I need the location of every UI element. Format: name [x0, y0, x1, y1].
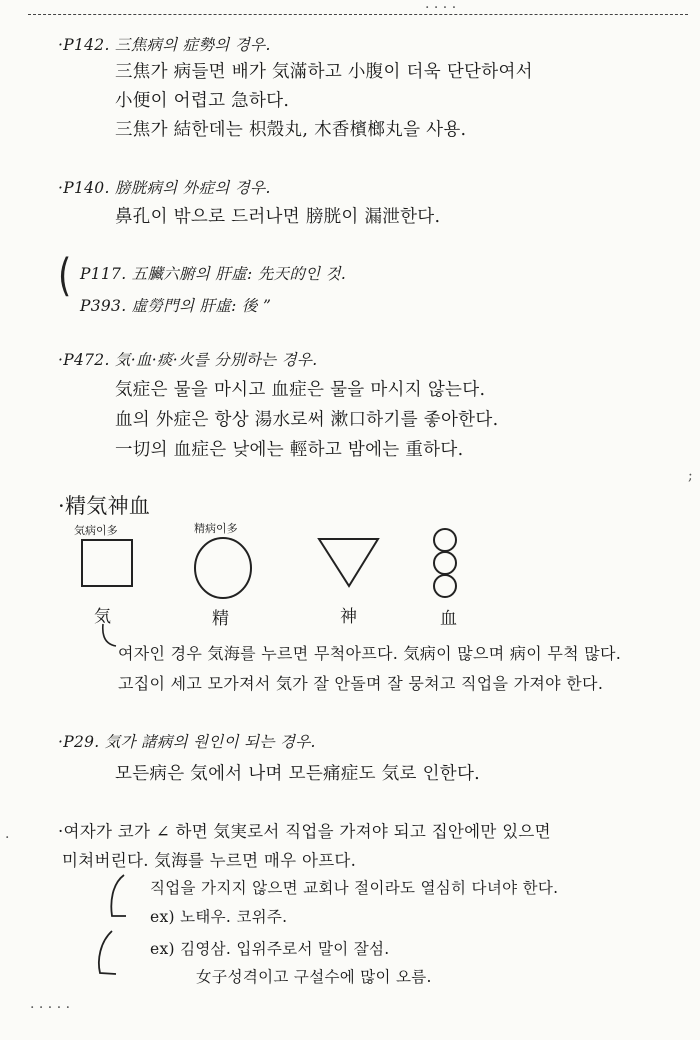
section-6-heading: ·P29. 気가 諸病의 원인이 되는 경우.	[58, 733, 316, 751]
stacked-circles-icon	[428, 526, 464, 602]
section-4-line-2: 血의 外症은 항상 湯水로써 漱口하기를 좋아한다.	[115, 410, 499, 430]
section-1-heading: ·P142. 三焦病의 症勢의 경우.	[58, 36, 271, 54]
circle-shape-icon	[193, 536, 255, 602]
section-7-note-1: 직업을 가지지 않으면 교회나 절이라도 열심히 다녀야 한다.	[150, 879, 559, 897]
figure-qi-top-label: 気病이多	[74, 524, 118, 537]
section-7-note-2: ex) 노태우. 코위주.	[150, 908, 288, 926]
square-shape-icon	[80, 538, 136, 594]
figure-shen-name: 神	[340, 607, 357, 627]
scan-speck: · · · · ·	[30, 1000, 71, 1016]
section-1-line-1: 三焦가 病들면 배가 気滿하고 小腹이 더욱 단단하여서	[115, 62, 533, 82]
section-7-note-4: 女子성격이고 구설수에 많이 오름.	[196, 968, 432, 986]
section-5-line-1: 여자인 경우 気海를 누르면 무척아프다. 気病이 많으며 病이 무척 많다.	[118, 644, 622, 663]
figure-qi-name: 気	[94, 607, 111, 627]
top-divider	[28, 14, 688, 15]
hook-arrow-icon	[100, 622, 120, 650]
section-4-line-1: 気症은 물을 마시고 血症은 물을 마시지 않는다.	[115, 380, 486, 400]
section-5-line-2: 고집이 세고 모가져서 気가 잘 안돌며 잘 뭉쳐고 직업을 가져야 한다.	[118, 674, 604, 693]
triangle-shape-icon	[316, 536, 386, 592]
section-4-line-3: 一切의 血症은 낮에는 輕하고 밤에는 重하다.	[115, 440, 464, 460]
section-1-line-3: 三焦가 結한데는 枳殼丸, 木香檳榔丸을 사용.	[115, 120, 467, 140]
section-7-note-3: ex) 김영삼. 입위주로서 말이 잘섬.	[150, 940, 390, 958]
scan-speck: · · · ·	[425, 0, 457, 16]
section-6-line-1: 모든病은 気에서 나며 모든痛症도 気로 인한다.	[115, 764, 481, 784]
section-5-heading: ·精気神血	[58, 494, 151, 518]
bracket-mark-icon	[92, 928, 122, 978]
section-7-line-2: 미쳐버린다. 気海를 누르면 매우 아프다.	[62, 851, 357, 870]
bracket-mark: (	[58, 250, 72, 302]
figure-jing-top-label: 精病이多	[194, 522, 238, 535]
section-4-heading: ·P472. 気·血·痰·火를 分別하는 경우.	[58, 351, 318, 369]
bracket-mark-icon	[104, 872, 134, 920]
section-3-line-2: P393. 虛勞門의 肝虛: 後 ”	[80, 297, 272, 315]
scan-speck: ·	[5, 830, 10, 846]
section-3-line-1: P117. 五臟六腑의 肝虛: 先天的인 것.	[80, 265, 347, 283]
scan-speck: ;	[688, 468, 693, 484]
figure-jing-name: 精	[212, 609, 229, 629]
section-2-line-1: 鼻孔이 밖으로 드러나면 膀胱이 漏泄한다.	[115, 207, 441, 227]
section-1-line-2: 小便이 어렵고 急하다.	[115, 91, 290, 111]
section-2-heading: ·P140. 膀胱病의 外症의 경우.	[58, 179, 271, 197]
figure-xue-name: 血	[440, 609, 457, 629]
section-7-line-1: ·여자가 코가 ∠ 하면 気実로서 직업을 가져야 되고 집안에만 있으면	[58, 822, 551, 841]
